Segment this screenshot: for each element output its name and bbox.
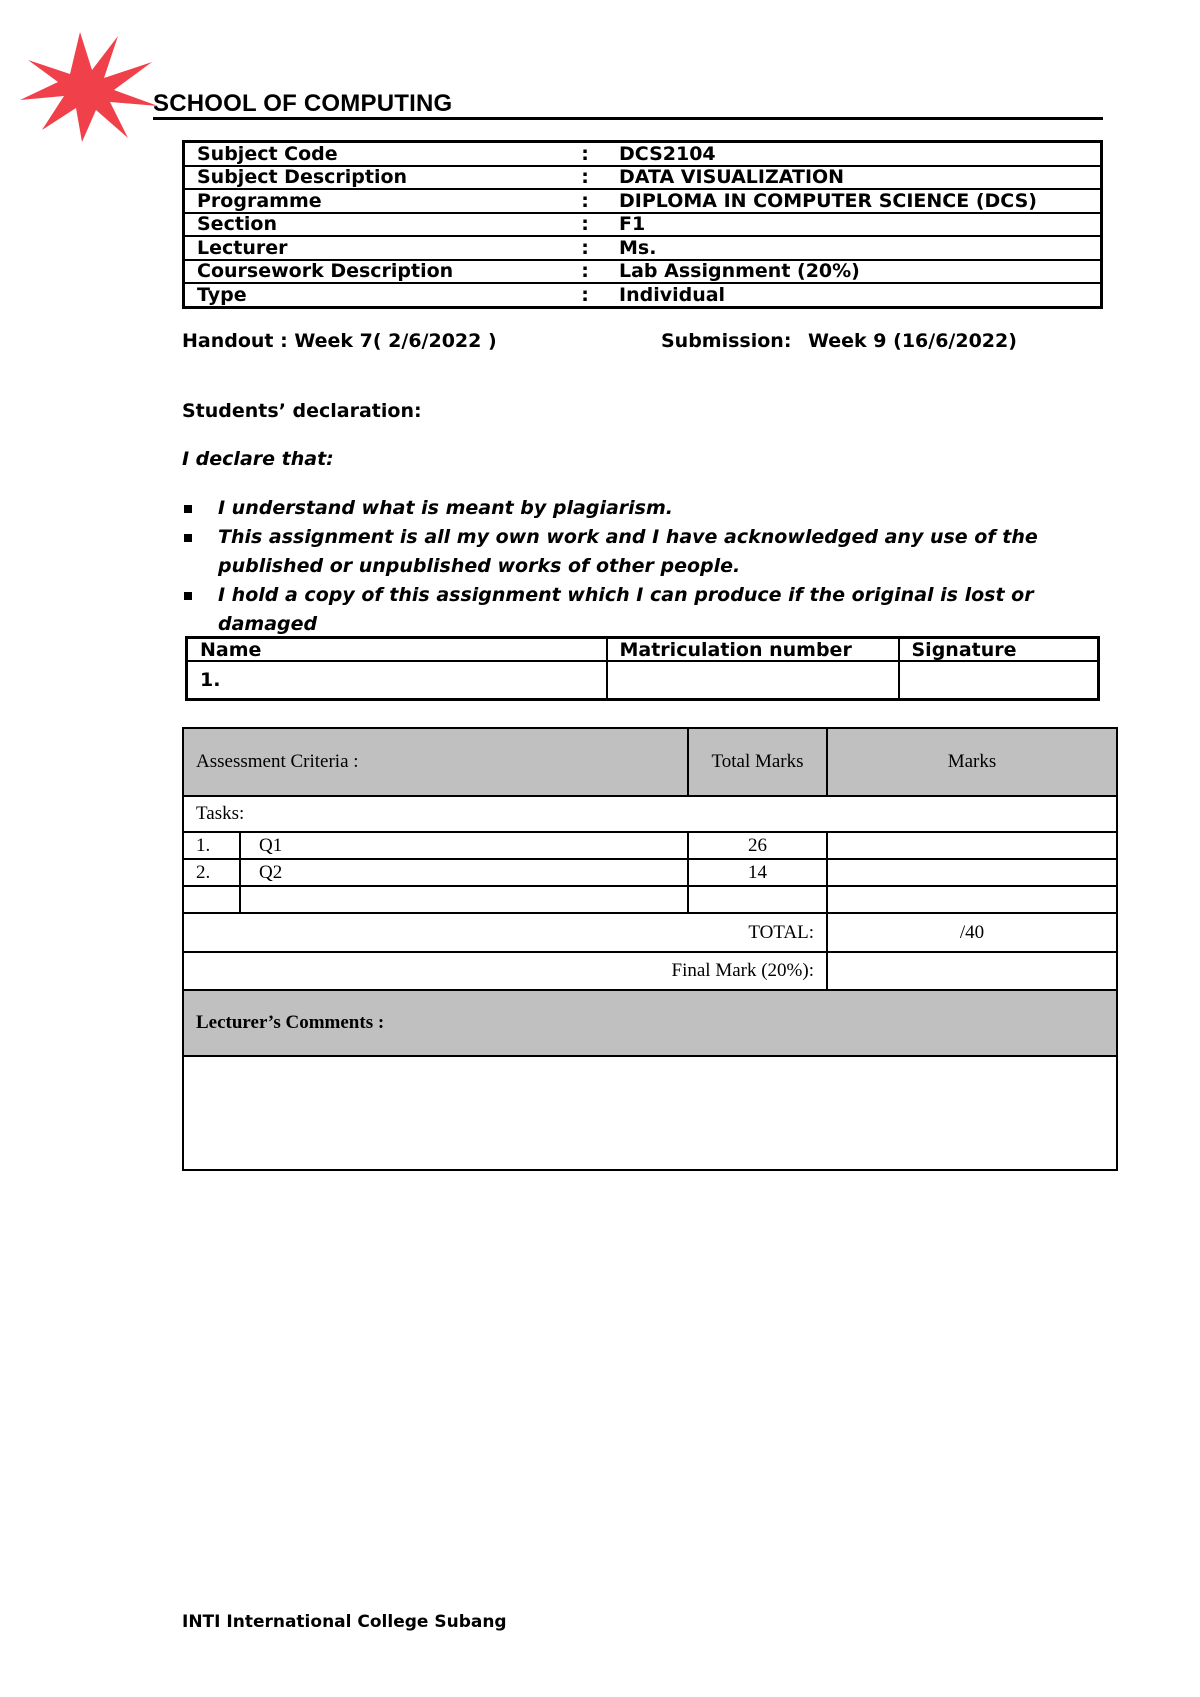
task-row (183, 832, 1117, 859)
total-row (183, 913, 1117, 952)
assessment-header-row (183, 728, 1117, 796)
task-row (183, 859, 1117, 886)
info-separator: : (567, 236, 603, 260)
declaration-list (182, 494, 1112, 639)
final-mark-row (183, 952, 1117, 990)
assessment-table (182, 727, 1118, 1171)
task-number: 2. (183, 859, 240, 886)
info-separator: : (567, 189, 603, 213)
title-rule (153, 117, 1103, 120)
declaration-item-text: I understand what is meant by plagiarism. (218, 497, 673, 519)
signature-table-header (187, 638, 1099, 662)
square-bullet-icon (184, 534, 192, 542)
task-marks[interactable] (827, 886, 1117, 913)
task-total: 26 (688, 832, 827, 859)
info-separator: : (567, 166, 603, 190)
info-row-coursework-description (184, 260, 1102, 284)
subject-info-table (182, 140, 1103, 309)
declaration-intro: I declare that: (182, 448, 334, 470)
info-separator: : (581, 283, 589, 306)
info-label: Section (184, 213, 568, 237)
info-value: DIPLOMA IN COMPUTER SCIENCE (DCS) (603, 189, 1102, 213)
task-row (183, 886, 1117, 913)
student-matric-cell[interactable] (607, 661, 899, 700)
info-label: Lecturer (184, 236, 568, 260)
square-bullet-icon (184, 505, 192, 513)
info-value: DATA VISUALIZATION (603, 166, 1102, 190)
info-label: Programme (184, 189, 568, 213)
info-label: Subject Code (184, 142, 568, 166)
total-label: TOTAL: (183, 913, 827, 952)
student-signature-table (185, 636, 1100, 701)
info-separator: : (567, 213, 603, 237)
signature-header: Signature (899, 638, 1099, 662)
declaration-item (182, 494, 1112, 523)
declaration-item (182, 581, 1112, 639)
comments-header-row (183, 990, 1117, 1056)
lecturer-comments-box[interactable] (183, 1056, 1117, 1170)
task-number (183, 886, 240, 913)
info-separator: : (567, 142, 603, 166)
lecturer-comments-label: Lecturer’s Comments : (183, 990, 1117, 1056)
info-row-subject-description (184, 166, 1102, 190)
task-marks[interactable] (827, 832, 1117, 859)
info-row-type (184, 283, 1102, 307)
info-value: Individual (619, 283, 726, 306)
task-total (688, 886, 827, 913)
info-value: Ms. (603, 236, 1102, 260)
task-number: 1. (183, 832, 240, 859)
final-mark-label: Final Mark (20%): (183, 952, 827, 990)
task-name: Q1 (240, 832, 688, 859)
footer-text: INTI International College Subang (182, 1612, 507, 1632)
info-row-subject-code (184, 142, 1102, 166)
task-name: Q2 (240, 859, 688, 886)
submission-label: Submission: (661, 330, 792, 352)
total-value[interactable]: /40 (827, 913, 1117, 952)
tasks-label: Tasks: (183, 796, 1117, 832)
tasks-row (183, 796, 1117, 832)
student-name-cell[interactable]: 1. (187, 661, 607, 700)
declaration-item (182, 523, 1112, 581)
info-label: Subject Description (184, 166, 568, 190)
student-signature-cell[interactable] (899, 661, 1099, 700)
info-row-programme (184, 189, 1102, 213)
info-label: Coursework Description (184, 260, 568, 284)
total-marks-header: Total Marks (688, 728, 827, 796)
info-value: F1 (603, 213, 1102, 237)
square-bullet-icon (184, 592, 192, 600)
student-row (187, 661, 1099, 700)
comments-box-row (183, 1056, 1117, 1170)
name-header: Name (187, 638, 607, 662)
final-mark-value[interactable] (827, 952, 1117, 990)
handout-date: Handout : Week 7( 2/6/2022 ) (182, 330, 497, 352)
task-name (240, 886, 688, 913)
info-value: DCS2104 (603, 142, 1102, 166)
info-separator: : (567, 260, 603, 284)
task-total: 14 (688, 859, 827, 886)
school-title: SCHOOL OF COMPUTING (153, 90, 453, 117)
assessment-criteria-label: Assessment Criteria : (183, 728, 688, 796)
info-row-lecturer (184, 236, 1102, 260)
declaration-item-text: This assignment is all my own work and I have acknowledged any use of the published or unpublished works of other people. (218, 526, 1038, 577)
info-row-section (184, 213, 1102, 237)
inti-star-logo-icon (18, 30, 158, 142)
info-value: Lab Assignment (20%) (603, 260, 1102, 284)
matric-header: Matriculation number (607, 638, 899, 662)
task-marks[interactable] (827, 859, 1117, 886)
submission-date: Week 9 (16/6/2022) (808, 330, 1017, 352)
declaration-heading: Students’ declaration: (182, 400, 422, 422)
declaration-item-text: I hold a copy of this assignment which I can produce if the original is lost or damaged (218, 584, 1034, 635)
info-label: Type (197, 283, 247, 306)
marks-header: Marks (827, 728, 1117, 796)
